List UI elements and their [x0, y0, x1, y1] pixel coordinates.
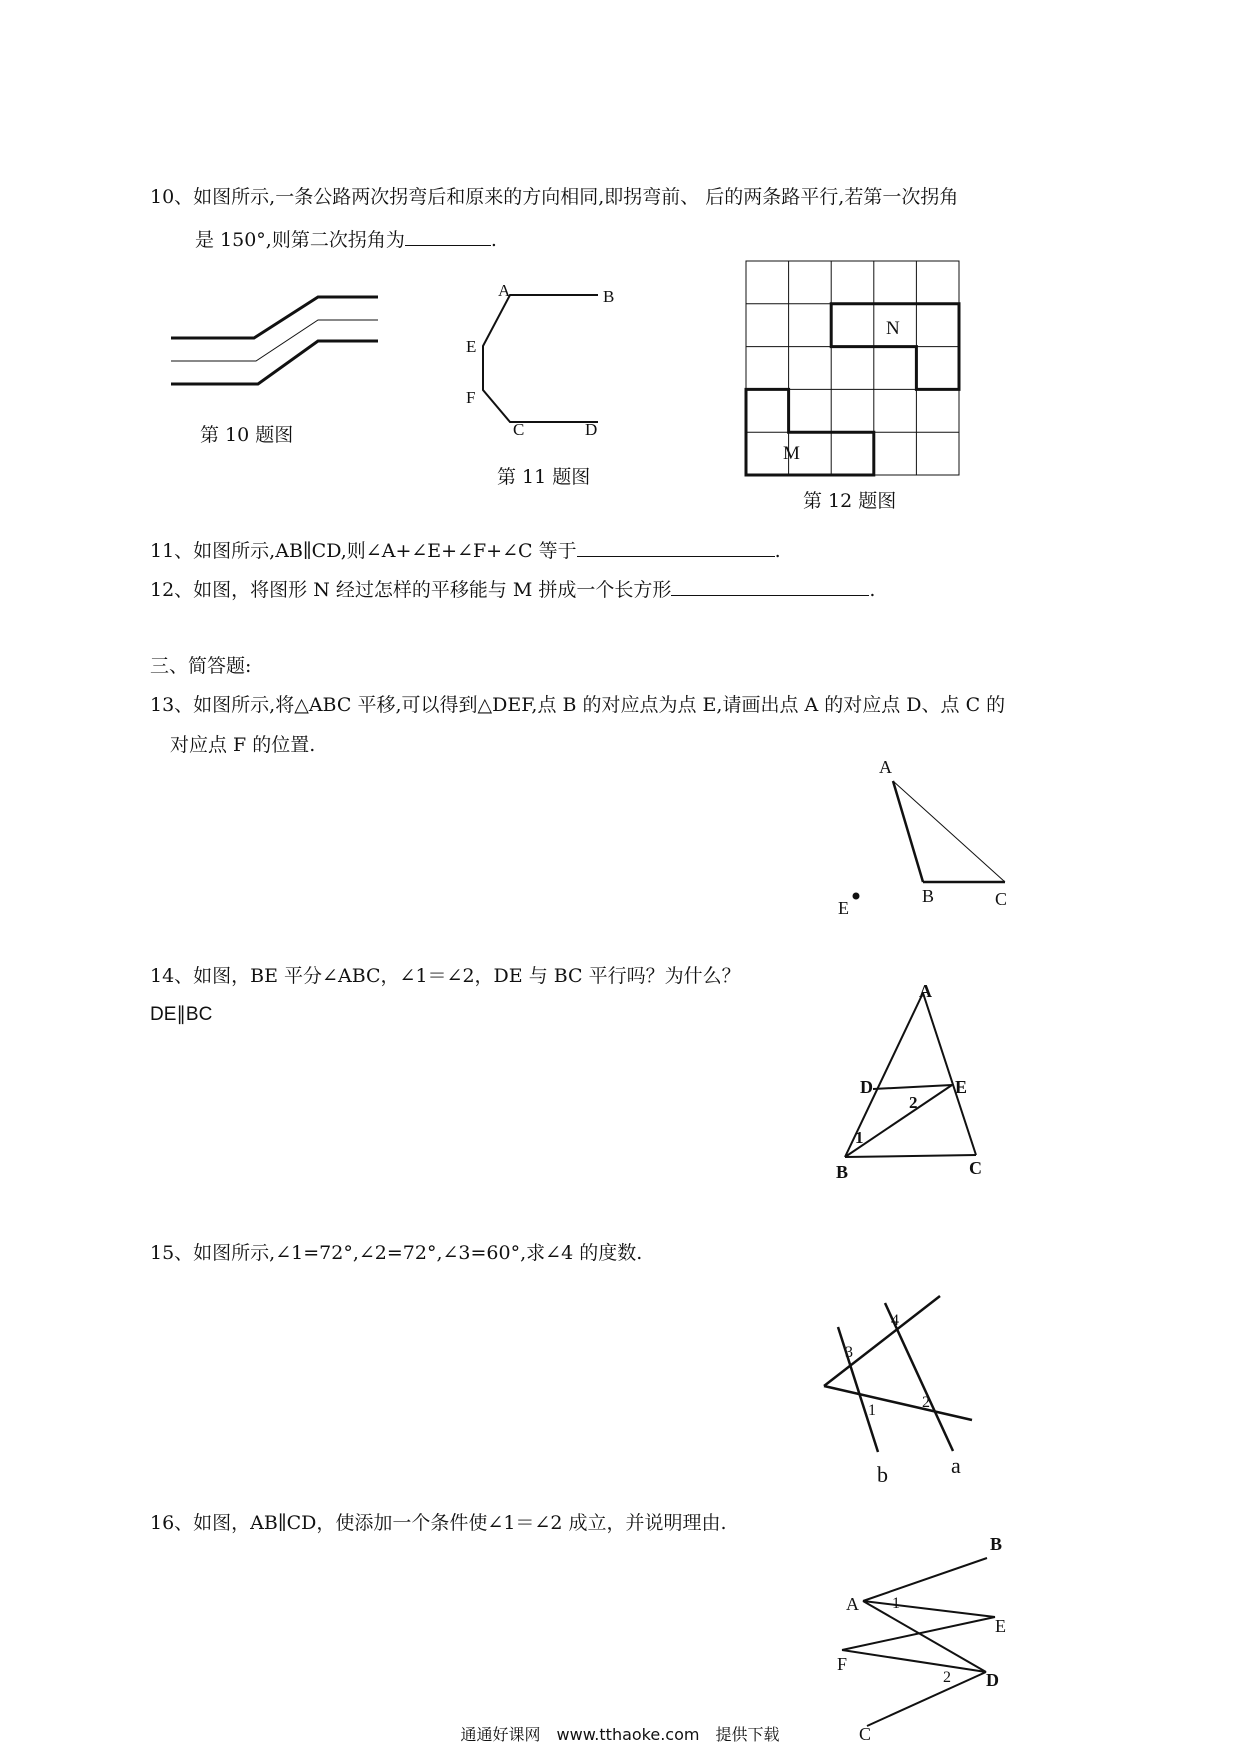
- label-a: A: [498, 281, 511, 300]
- angle-2-label: 2: [943, 1669, 951, 1686]
- question-10-end: .: [490, 229, 497, 251]
- figure-12-caption: 第 12 题图: [803, 490, 897, 512]
- label-e: E: [838, 898, 849, 918]
- question-12-end: .: [869, 579, 876, 601]
- angle-1-label: 1: [868, 1402, 876, 1419]
- angle-3-label: 3: [845, 1344, 853, 1361]
- label-c: C: [995, 889, 1008, 909]
- line-a-label: a: [951, 1453, 961, 1478]
- label-d: D: [986, 1670, 999, 1690]
- question-16: 16、如图，AB∥CD，使添加一个条件使∠1＝∠2 成立，并说明理由.: [150, 1512, 727, 1534]
- question-14-answer: DE∥BC: [150, 1004, 213, 1025]
- line-b-label: b: [877, 1462, 888, 1487]
- question-11-end: .: [774, 540, 781, 562]
- angle-1-label: 1: [855, 1128, 864, 1147]
- label-b: B: [922, 886, 935, 906]
- label-f: F: [466, 388, 476, 407]
- question-14: 14、如图，BE 平分∠ABC，∠1＝∠2，DE 与 BC 平行吗？为什么？: [150, 965, 741, 987]
- question-12-text: 12、如图，将图形 N 经过怎样的平移能与 M 拼成一个长方形: [150, 579, 672, 601]
- label-a: A: [919, 981, 932, 1001]
- question-13-line1: 13、如图所示,将△ABC 平移,可以得到△DEF,点 B 的对应点为点 E,请画出点 A 的对应点 D、点 C 的: [150, 694, 1006, 716]
- label-b: B: [603, 287, 615, 306]
- label-e: E: [466, 337, 477, 356]
- figure-10-caption: 第 10 题图: [200, 424, 294, 446]
- label-m: M: [783, 443, 800, 464]
- question-13-line2: 对应点 F 的位置.: [170, 734, 316, 756]
- angle-4-label: 4: [891, 1312, 899, 1329]
- label-e: E: [955, 1077, 968, 1097]
- question-10-text: 是 150°,则第二次拐角为: [195, 229, 405, 251]
- figure-11-caption: 第 11 题图: [497, 466, 591, 488]
- question-10-line1: 10、如图所示,一条公路两次拐弯后和原来的方向相同,即拐弯前、 后的两条路平行,若第一次拐角: [150, 186, 959, 208]
- label-d: D: [860, 1077, 873, 1097]
- footer-watermark: 通通好课网 www.tthaoke.com 提供下载: [460, 1725, 780, 1744]
- label-c: C: [513, 420, 525, 439]
- label-c: C: [969, 1158, 982, 1178]
- label-b: B: [836, 1162, 849, 1182]
- label-f: F: [837, 1654, 848, 1674]
- question-15: 15、如图所示,∠1=72°,∠2=72°,∠3=60°,求∠4 的度数.: [150, 1242, 643, 1264]
- label-d: D: [585, 420, 598, 439]
- label-c: C: [859, 1724, 872, 1744]
- question-11-text: 11、如图所示,AB∥CD,则∠A+∠E+∠F+∠C 等于: [150, 540, 577, 562]
- label-n: N: [886, 318, 900, 339]
- label-a: A: [846, 1594, 859, 1614]
- angle-2-label: 2: [922, 1394, 930, 1411]
- label-e: E: [995, 1616, 1006, 1636]
- angle-2-label: 2: [909, 1093, 918, 1112]
- section-title: 三、简答题:: [150, 655, 252, 677]
- angle-1-label: 1: [892, 1595, 900, 1612]
- label-a: A: [879, 757, 892, 777]
- label-b: B: [990, 1534, 1003, 1554]
